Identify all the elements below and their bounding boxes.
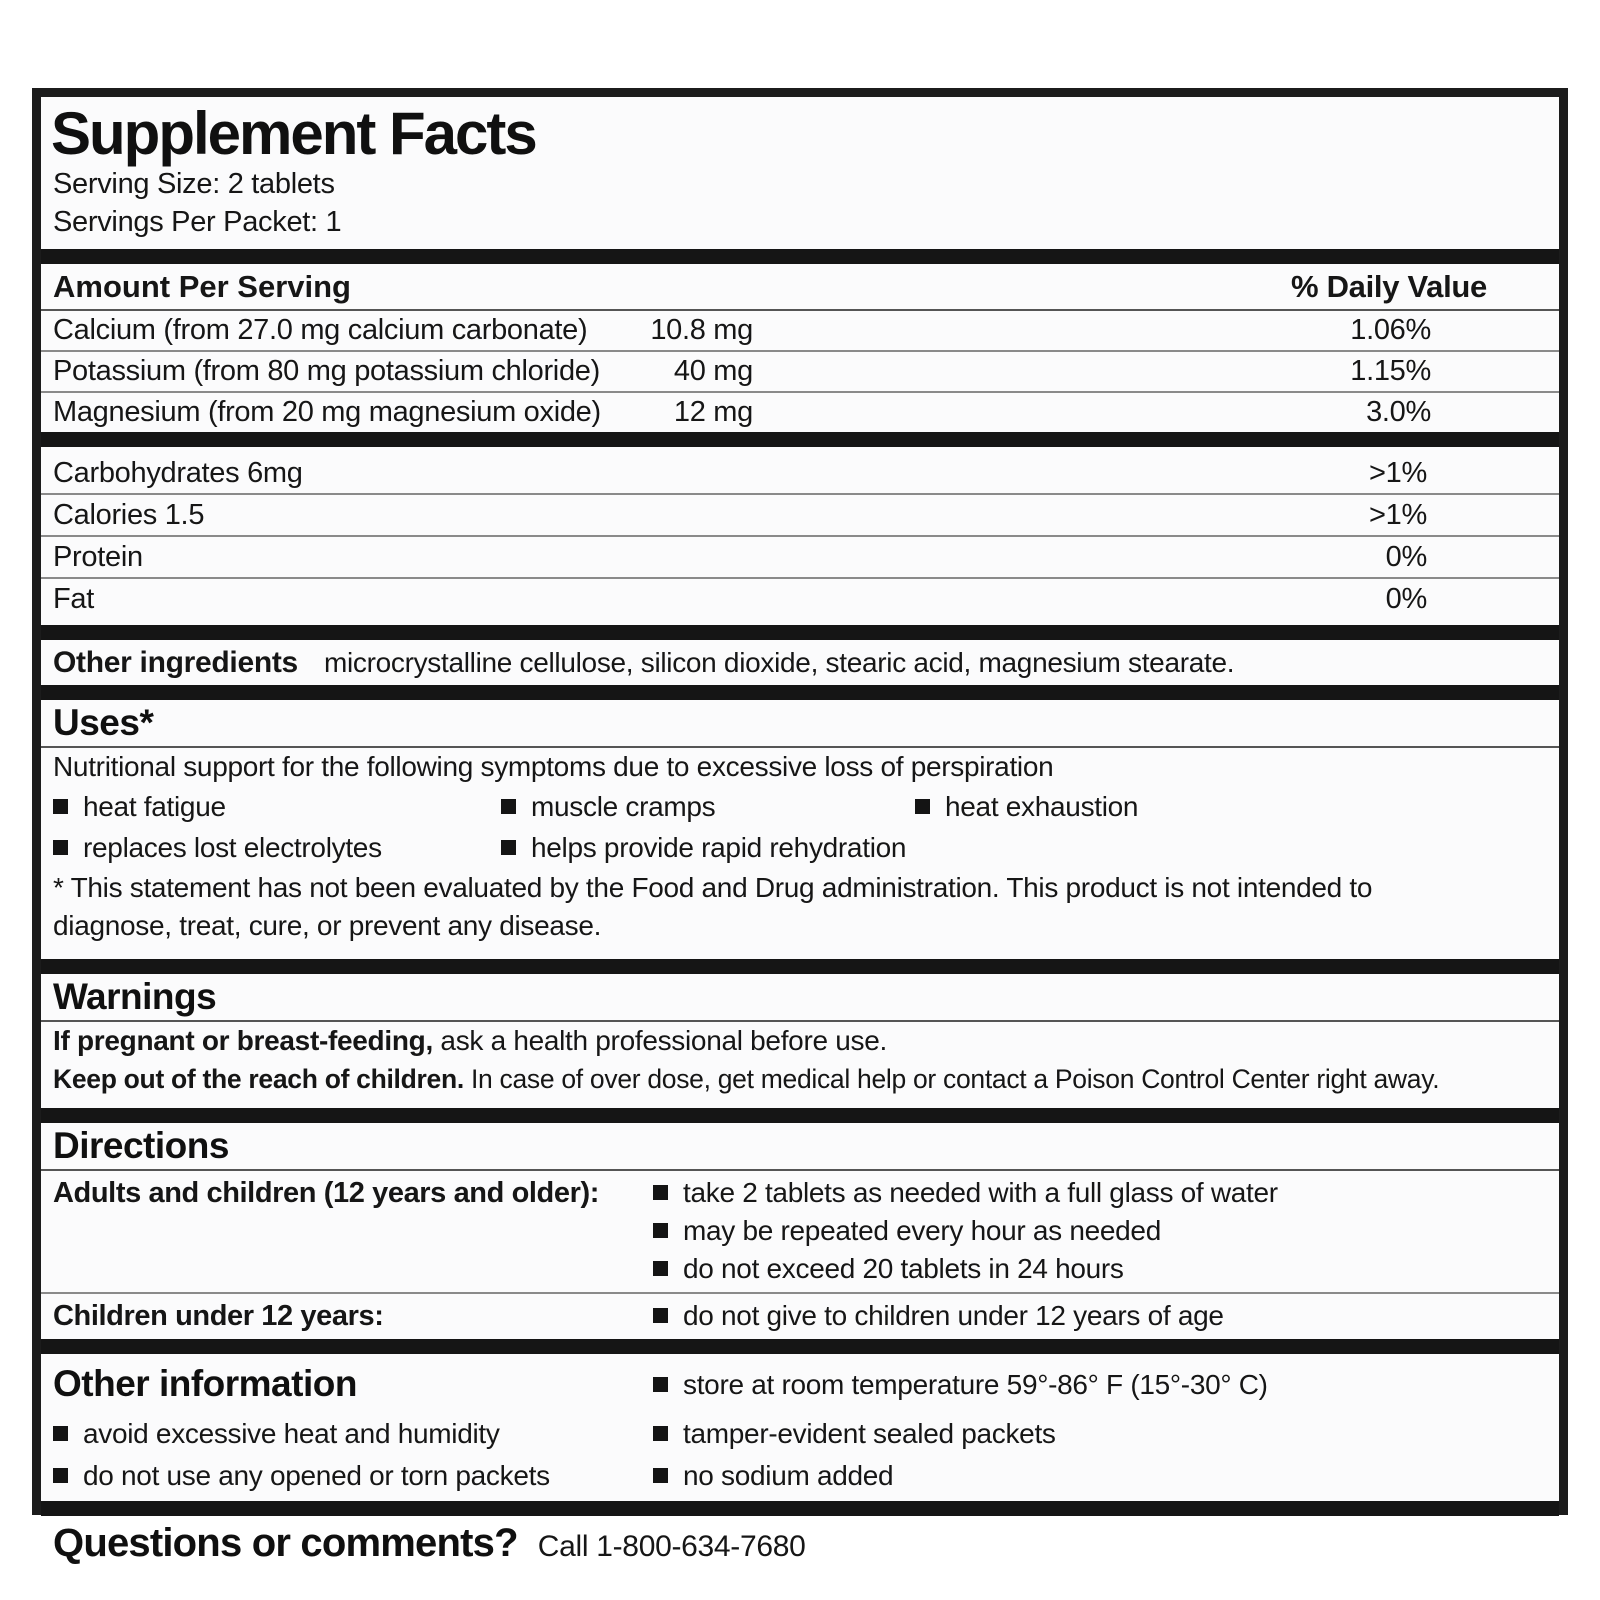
square-bullet-icon bbox=[653, 1308, 668, 1323]
nutrient-amount: 12 mg bbox=[673, 396, 753, 428]
nutrient-daily-value: 0% bbox=[1385, 541, 1427, 573]
supplement-facts-panel bbox=[32, 88, 1568, 1565]
square-bullet-icon bbox=[53, 1426, 68, 1441]
square-bullet-icon bbox=[653, 1468, 668, 1483]
list-item bbox=[653, 1250, 1553, 1288]
table-row-magnesium bbox=[47, 393, 1553, 432]
directions-children-row bbox=[47, 1294, 1553, 1339]
questions-phone: Call 1-800-634-7680 bbox=[537, 1530, 806, 1563]
nutrient-name: Potassium (from 80 mg potassium chloride) bbox=[53, 355, 600, 387]
directions-adults-row bbox=[47, 1171, 1553, 1292]
other-ingredients-text: microcrystalline cellulose, silicon dioxide, stearic acid, magnesium stearate. bbox=[323, 647, 1235, 678]
directions-children-label: Children under 12 years: bbox=[53, 1300, 384, 1332]
uses-intro: Nutritional support for the following symptoms due to excessive loss of perspiration bbox=[53, 751, 1054, 782]
bullet-text: no sodium added bbox=[683, 1460, 894, 1491]
nutrient-daily-value: 0% bbox=[1385, 583, 1427, 615]
bullet-text: helps provide rapid rehydration bbox=[531, 832, 907, 863]
nutrient-name: Protein bbox=[53, 541, 143, 573]
table-row-protein bbox=[47, 537, 1553, 577]
uses-bullet-row-2 bbox=[47, 829, 1553, 867]
table-row-carbohydrates bbox=[47, 453, 1553, 493]
warning-lead-bold: Keep out of the reach of children. bbox=[53, 1064, 464, 1094]
list-item bbox=[653, 1212, 1553, 1250]
warning-lead-bold: If pregnant or breast-feeding, bbox=[53, 1025, 433, 1056]
square-bullet-icon bbox=[915, 799, 930, 814]
square-bullet-icon bbox=[653, 1185, 668, 1200]
list-item bbox=[53, 1415, 653, 1453]
other-ingredients-line bbox=[47, 640, 1553, 685]
directions-adults-bullets bbox=[653, 1174, 1553, 1288]
square-bullet-icon bbox=[53, 1468, 68, 1483]
divider-bar bbox=[41, 249, 1559, 264]
serving-size: Serving Size: 2 tablets bbox=[53, 168, 335, 200]
nutrient-name: Calcium (from 27.0 mg calcium carbonate) bbox=[53, 314, 588, 346]
servings-per-packet: Servings Per Packet: 1 bbox=[53, 206, 342, 238]
nutrient-daily-value: 3.0% bbox=[1366, 396, 1431, 428]
bullet-text: take 2 tablets as needed with a full glass of water bbox=[683, 1177, 1278, 1208]
nutrient-amount: 40 mg bbox=[673, 355, 753, 387]
bullet-text: muscle cramps bbox=[531, 791, 716, 822]
directions-heading: Directions bbox=[53, 1125, 229, 1166]
table-row-potassium bbox=[47, 352, 1553, 391]
square-bullet-icon bbox=[53, 840, 68, 855]
list-item bbox=[653, 1366, 1553, 1404]
list-item bbox=[653, 1174, 1553, 1212]
square-bullet-icon bbox=[653, 1426, 668, 1441]
table-row-calcium bbox=[47, 311, 1553, 350]
nutrient-name: Calories 1.5 bbox=[53, 499, 205, 531]
bullet-text: do not exceed 20 tablets in 24 hours bbox=[683, 1253, 1124, 1284]
warning-rest: ask a health professional before use. bbox=[432, 1025, 887, 1056]
nutrient-daily-value: >1% bbox=[1369, 457, 1427, 489]
list-item bbox=[653, 1297, 1553, 1335]
list-item bbox=[53, 829, 501, 867]
questions-row bbox=[47, 1519, 1553, 1567]
divider-bar bbox=[41, 625, 1559, 640]
amount-per-serving-header: Amount Per Serving bbox=[53, 269, 351, 304]
table-header-row bbox=[47, 264, 1553, 309]
divider-bar bbox=[41, 1501, 1559, 1516]
divider-bar bbox=[41, 959, 1559, 974]
list-item bbox=[915, 788, 1553, 826]
other-information-row bbox=[47, 1415, 1553, 1453]
divider-bar bbox=[41, 685, 1559, 700]
warning-children-line bbox=[47, 1060, 1553, 1098]
nutrient-name: Magnesium (from 20 mg magnesium oxide) bbox=[53, 396, 601, 428]
square-bullet-icon bbox=[653, 1377, 668, 1392]
list-item bbox=[653, 1415, 1553, 1453]
directions-children-bullets bbox=[653, 1297, 1553, 1335]
list-item bbox=[501, 829, 1553, 867]
fda-disclaimer: * This statement has not been evaluated by the Food and Drug administration. This product is not intended to diagnose, treat, cure, or prevent any disease. bbox=[53, 872, 1373, 941]
questions-heading: Questions or comments? bbox=[53, 1521, 518, 1565]
uses-bullet-row-1 bbox=[47, 788, 1553, 826]
list-item bbox=[53, 788, 501, 826]
nutrient-amount: 10.8 mg bbox=[650, 314, 753, 346]
bullet-text: heat exhaustion bbox=[945, 791, 1139, 822]
nutrient-name: Carbohydrates 6mg bbox=[53, 457, 303, 489]
divider-bar bbox=[41, 1108, 1559, 1123]
table-row-fat bbox=[47, 579, 1553, 619]
square-bullet-icon bbox=[53, 799, 68, 814]
bullet-text: tamper-evident sealed packets bbox=[683, 1418, 1056, 1449]
warning-pregnant-line bbox=[47, 1022, 1553, 1060]
square-bullet-icon bbox=[501, 799, 516, 814]
nutrient-daily-value: 1.06% bbox=[1350, 314, 1431, 346]
bullet-text: do not use any opened or torn packets bbox=[83, 1460, 550, 1491]
nutrient-name: Fat bbox=[53, 583, 94, 615]
daily-value-header: % Daily Value bbox=[1291, 269, 1487, 304]
nutrient-daily-value: >1% bbox=[1369, 499, 1427, 531]
divider-bar bbox=[41, 1339, 1559, 1354]
list-item bbox=[653, 1457, 1553, 1495]
other-information-row bbox=[47, 1457, 1553, 1495]
square-bullet-icon bbox=[501, 840, 516, 855]
bullet-text: do not give to children under 12 years of age bbox=[683, 1300, 1224, 1331]
table-row-calories bbox=[47, 495, 1553, 535]
panel-title: Supplement Facts bbox=[51, 100, 536, 167]
square-bullet-icon bbox=[653, 1261, 668, 1276]
other-information-heading: Other information bbox=[53, 1363, 357, 1404]
bullet-text: heat fatigue bbox=[83, 791, 226, 822]
divider-bar bbox=[41, 432, 1559, 447]
warnings-heading: Warnings bbox=[53, 976, 217, 1017]
list-item bbox=[501, 788, 915, 826]
bullet-text: may be repeated every hour as needed bbox=[683, 1215, 1161, 1246]
uses-heading: Uses* bbox=[53, 702, 154, 743]
bullet-text: avoid excessive heat and humidity bbox=[83, 1418, 500, 1449]
warning-rest: In case of over dose, get medical help or contact a Poison Control Center right away. bbox=[463, 1064, 1440, 1094]
bullet-text: replaces lost electrolytes bbox=[83, 832, 382, 863]
directions-adults-label: Adults and children (12 years and older): bbox=[53, 1177, 599, 1209]
list-item bbox=[53, 1457, 653, 1495]
other-information-heading-row bbox=[47, 1360, 1553, 1408]
nutrient-daily-value: 1.15% bbox=[1350, 355, 1431, 387]
square-bullet-icon bbox=[653, 1223, 668, 1238]
bullet-text: store at room temperature 59°-86° F (15°-30° C) bbox=[683, 1369, 1268, 1400]
other-ingredients-label: Other ingredients bbox=[53, 646, 298, 679]
